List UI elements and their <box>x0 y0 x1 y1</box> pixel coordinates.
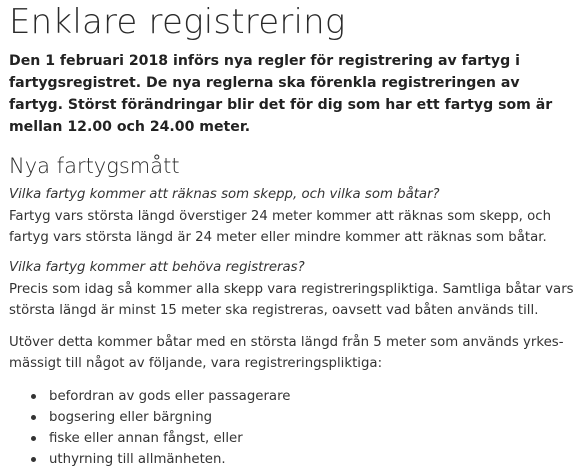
page-title: Enklare registrering <box>9 2 346 42</box>
commercial-boats-paragraph: Utöver detta kommer båtar med en största längd från 5 meter som används yrkesmässigt till något av följande, vara registreringspliktiga: <box>9 335 564 371</box>
answer-ship-or-boat: Fartyg vars största längd överstiger 24 meter kommer att räknas som skepp, och fartyg vars största längd är 24 meter eller mindre kommer att räknas som båtar. <box>9 209 552 245</box>
commercial-use-list <box>9 386 577 470</box>
lead-paragraph: Den 1 februari 2018 införs nya regler för registrering av fartyg i fartygsregistret. De nya reglerna ska förenkla registreringen av fartyg. Störst förändringar blir det för dig som har ett fartyg som är mellan 12.00 och 24.00 meter. <box>9 53 553 135</box>
list-item-text: befordran av gods eller passagerare <box>49 389 291 404</box>
list-item-text: fiske eller annan fångst, eller <box>49 431 243 446</box>
section-heading: Nya fartygsmått <box>9 154 180 178</box>
list-item <box>31 407 577 428</box>
question-ship-or-boat: Vilka fartyg kommer att räknas som skepp, och vilka som båtar? <box>9 187 440 202</box>
list-item <box>31 449 577 470</box>
answer-registration-required: Precis som idag så kommer alla skepp vara registreringspliktiga. Samtliga båtar vars största längd är minst 15 meter ska registreras, oavsett vad båten används till. <box>9 282 574 318</box>
list-item-text: bogsering eller bärgning <box>49 410 213 425</box>
list-item <box>31 428 577 449</box>
question-registration-required: Vilka fartyg kommer att behöva registreras? <box>9 260 305 275</box>
list-item-text: uthyrning till allmänheten. <box>49 452 226 467</box>
bullet-icon <box>31 436 36 441</box>
bullet-icon <box>31 415 36 420</box>
bullet-icon <box>31 457 36 462</box>
bullet-icon <box>31 394 36 399</box>
list-item <box>31 386 577 407</box>
